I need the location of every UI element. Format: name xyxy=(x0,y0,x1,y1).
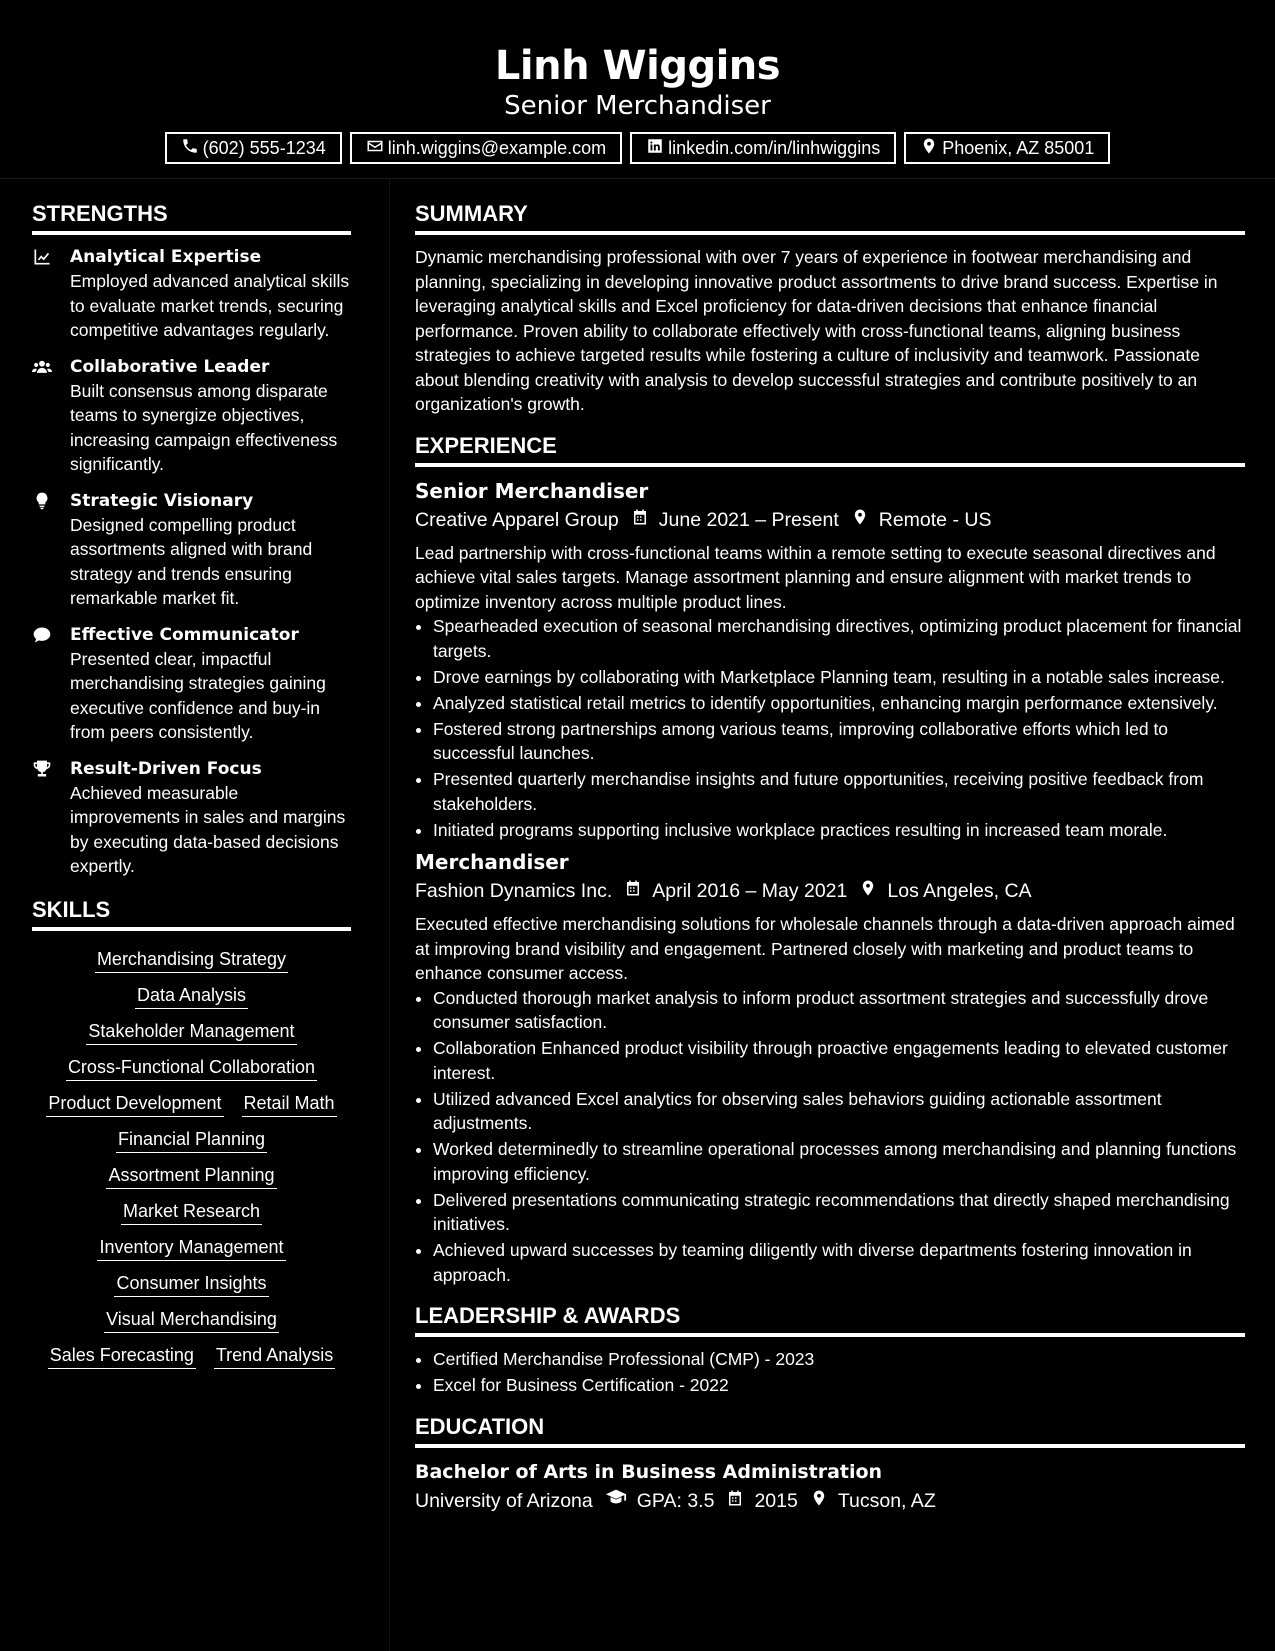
skill-tag: Financial Planning xyxy=(116,1129,267,1153)
skill-row xyxy=(32,1055,351,1079)
job-description: Executed effective merchandising solutions for wholesale channels through a data-driven approach aimed at improving brand visibility and engagement. Partnered closely with marketing and product teams to enhance consumer access. xyxy=(415,914,1235,983)
contact-phone-text: (602) 555-1234 xyxy=(202,137,326,158)
strength-title: Result-Driven Focus xyxy=(70,758,262,779)
awards-heading: LEADERSHIP & AWARDS xyxy=(415,1303,1245,1337)
contact-location-text: Phoenix, AZ 85001 xyxy=(942,137,1095,158)
job-meta xyxy=(415,505,1245,535)
strength-title: Strategic Visionary xyxy=(70,490,254,511)
award-item: • Excel for Business Certification - 2022 xyxy=(433,1373,1245,1398)
skill-tag: Retail Math xyxy=(242,1093,337,1117)
skill-tag: Assortment Planning xyxy=(106,1165,276,1189)
bullet-item: • Drove earnings by collaborating with Marketplace Planning team, resulting in a notable sales increase. xyxy=(433,665,1245,690)
candidate-name: Linh Wiggins xyxy=(494,43,781,89)
skill-tag: Sales Forecasting xyxy=(48,1345,196,1369)
bullet-item: • Achieved upward successes by teaming diligently with diverse departments fostering innovation in approach. xyxy=(433,1238,1245,1287)
gpa: GPA: 3.5 xyxy=(636,1490,715,1512)
job-entry xyxy=(415,848,1245,1287)
contact-location[interactable] xyxy=(904,132,1110,164)
strength-title: Effective Communicator xyxy=(70,624,299,645)
job-dates: April 2016 – May 2021 xyxy=(652,880,848,902)
line-chart-icon xyxy=(32,245,70,343)
strength-item xyxy=(32,245,351,343)
trophy-icon xyxy=(32,757,70,879)
job-bullets xyxy=(415,614,1245,842)
contact-phone[interactable] xyxy=(165,132,342,164)
graduation-year: 2015 xyxy=(754,1490,798,1512)
phone-icon xyxy=(181,137,199,160)
bullet-item: • Fostered strong partnerships among various teams, improving collaborative efforts which led to successful launches. xyxy=(433,717,1245,766)
school-name: University of Arizona xyxy=(415,1490,593,1512)
strengths-heading: STRENGTHS xyxy=(32,201,351,235)
education-meta xyxy=(415,1486,1245,1517)
bullet-item: • Analyzed statistical retail metrics to identify opportunities, enhancing margin performance extensively. xyxy=(433,691,1245,716)
right-column xyxy=(390,179,1275,1651)
skill-row xyxy=(32,1091,351,1115)
bullet-item: • Worked determinedly to streamline operational processes among merchandising and planning functions improving efficiency. xyxy=(433,1137,1245,1186)
calendar-icon xyxy=(619,505,659,535)
education-heading: EDUCATION xyxy=(415,1414,1245,1448)
experience-heading: EXPERIENCE xyxy=(415,433,1245,467)
strength-desc: Designed compelling product assortments aligned with brand strategy and trends ensuring remarkable market fit. xyxy=(70,514,313,608)
skill-row xyxy=(32,1235,351,1259)
map-pin-icon xyxy=(920,137,938,160)
job-location: Remote - US xyxy=(878,508,992,531)
skill-tag: Visual Merchandising xyxy=(104,1309,279,1333)
strength-desc: Achieved measurable improvements in sales and margins by executing data-based decisions expertly. xyxy=(70,782,346,876)
job-location: Los Angeles, CA xyxy=(887,880,1032,902)
graduation-cap-icon xyxy=(593,1486,637,1517)
job-description: Lead partnership with cross-functional teams within a remote setting to execute seasonal directives and achieve vital sales targets. Manage assortment planning and ensure alignment with market trends to optimize inventory across multiple product lines. xyxy=(415,542,1216,612)
calendar-icon xyxy=(612,876,652,906)
skill-tag: Merchandising Strategy xyxy=(95,949,288,973)
job-entry xyxy=(415,477,1245,843)
linkedin-icon xyxy=(646,137,664,160)
job-title: Merchandiser xyxy=(415,850,569,874)
skill-row xyxy=(32,1199,351,1223)
strength-desc: Presented clear, impactful merchandising strategies gaining executive confidence and buy-in from peers consistently. xyxy=(70,648,326,742)
bullet-item: • Collaboration Enhanced product visibility through proactive engagements leading to elevated customer interest. xyxy=(433,1036,1245,1085)
degree-title: Bachelor of Arts in Business Administration xyxy=(415,1460,883,1483)
skills-list xyxy=(32,941,351,1367)
users-icon xyxy=(32,355,70,477)
contact-linkedin-text: linkedin.com/in/linhwiggins xyxy=(668,137,881,158)
skill-tag: Trend Analysis xyxy=(214,1345,335,1369)
skill-row xyxy=(32,1307,351,1331)
education-location: Tucson, AZ xyxy=(837,1490,936,1512)
strength-title: Analytical Expertise xyxy=(70,247,262,267)
map-pin-icon xyxy=(798,1486,838,1516)
strength-item xyxy=(32,489,351,611)
company-name: Fashion Dynamics Inc. xyxy=(415,880,613,902)
skill-tag: Cross-Functional Collaboration xyxy=(66,1057,317,1081)
skill-row xyxy=(32,1163,351,1187)
bullet-item: • Initiated programs supporting inclusive workplace practices resulting in increased team morale. xyxy=(433,818,1245,843)
job-title: Senior Merchandiser xyxy=(415,478,649,503)
strength-desc: Built consensus among disparate teams to synergize objectives, increasing campaign effectiveness significantly. xyxy=(70,380,338,474)
bullet-item: • Conducted thorough market analysis to inform product assortment strategies and successfully drove consumer satisfaction. xyxy=(433,986,1245,1035)
calendar-icon xyxy=(714,1486,754,1516)
company-name: Creative Apparel Group xyxy=(415,508,619,531)
contact-linkedin[interactable] xyxy=(630,132,896,164)
skill-row xyxy=(32,947,351,971)
skill-tag: Consumer Insights xyxy=(114,1273,268,1297)
summary-heading: SUMMARY xyxy=(415,201,1245,235)
resume-header xyxy=(0,0,1275,179)
envelope-icon xyxy=(366,137,384,160)
job-dates: June 2021 – Present xyxy=(658,508,839,531)
strength-desc: Employed advanced analytical skills to evaluate market trends, securing competitive advantages regularly. xyxy=(70,271,350,340)
skill-row xyxy=(32,1343,351,1367)
contact-email[interactable] xyxy=(350,132,622,164)
skill-tag: Market Research xyxy=(121,1201,262,1225)
strength-title: Collaborative Leader xyxy=(70,356,270,377)
skill-tag: Data Analysis xyxy=(135,985,248,1009)
strength-item xyxy=(32,623,351,745)
bullet-item: • Utilized advanced Excel analytics for observing sales behaviors guiding actionable assortment adjustments. xyxy=(433,1087,1245,1136)
skill-tag: Product Development xyxy=(46,1093,223,1117)
skills-heading: SKILLS xyxy=(32,897,351,931)
strength-item xyxy=(32,757,351,879)
bullet-item: • Presented quarterly merchandise insights and future opportunities, receiving positive feedback from stakeholders. xyxy=(433,767,1245,816)
award-item: • Certified Merchandise Professional (CMP) - 2023 xyxy=(433,1347,1245,1372)
bullet-item: • Spearheaded execution of seasonal merchandising directives, optimizing product placement for financial targets. xyxy=(433,614,1245,663)
skill-tag: Stakeholder Management xyxy=(86,1021,296,1045)
skill-row xyxy=(32,1127,351,1151)
contact-email-text: linh.wiggins@example.com xyxy=(387,137,607,158)
job-bullets xyxy=(415,986,1245,1288)
contact-bar xyxy=(0,132,1275,164)
skill-tag: Inventory Management xyxy=(97,1237,285,1261)
speech-bubble-icon xyxy=(32,623,70,745)
strength-item xyxy=(32,355,351,477)
map-pin-icon xyxy=(847,876,887,906)
lightbulb-icon xyxy=(32,489,70,611)
awards-list xyxy=(415,1347,1245,1398)
skill-row xyxy=(32,1271,351,1295)
summary-text: Dynamic merchandising professional with over 7 years of experience in footwear merchandising and planning, specializing in developing innovative product assortments to drive brand success. Expertise in leveraging analytical skills and Excel proficiency for data-driven decisions that enhance financial performance. Proven ability to collaborate effectively with cross-functional teams, aligning business strategies to achieve targeted results while fostering a culture of inclusivity and teamwork. Passionate about blending creativity with analysis to develop successful strategies and contribute positively to an organization's growth. xyxy=(415,247,1218,414)
map-pin-icon xyxy=(839,505,879,535)
candidate-role: Senior Merchandiser xyxy=(504,91,771,121)
skill-row xyxy=(32,1019,351,1043)
left-column xyxy=(0,179,390,1651)
bullet-item: • Delivered presentations communicating strategic recommendations that directly shaped merchandising initiatives. xyxy=(433,1188,1245,1237)
job-meta xyxy=(415,876,1245,906)
skill-row xyxy=(32,983,351,1007)
